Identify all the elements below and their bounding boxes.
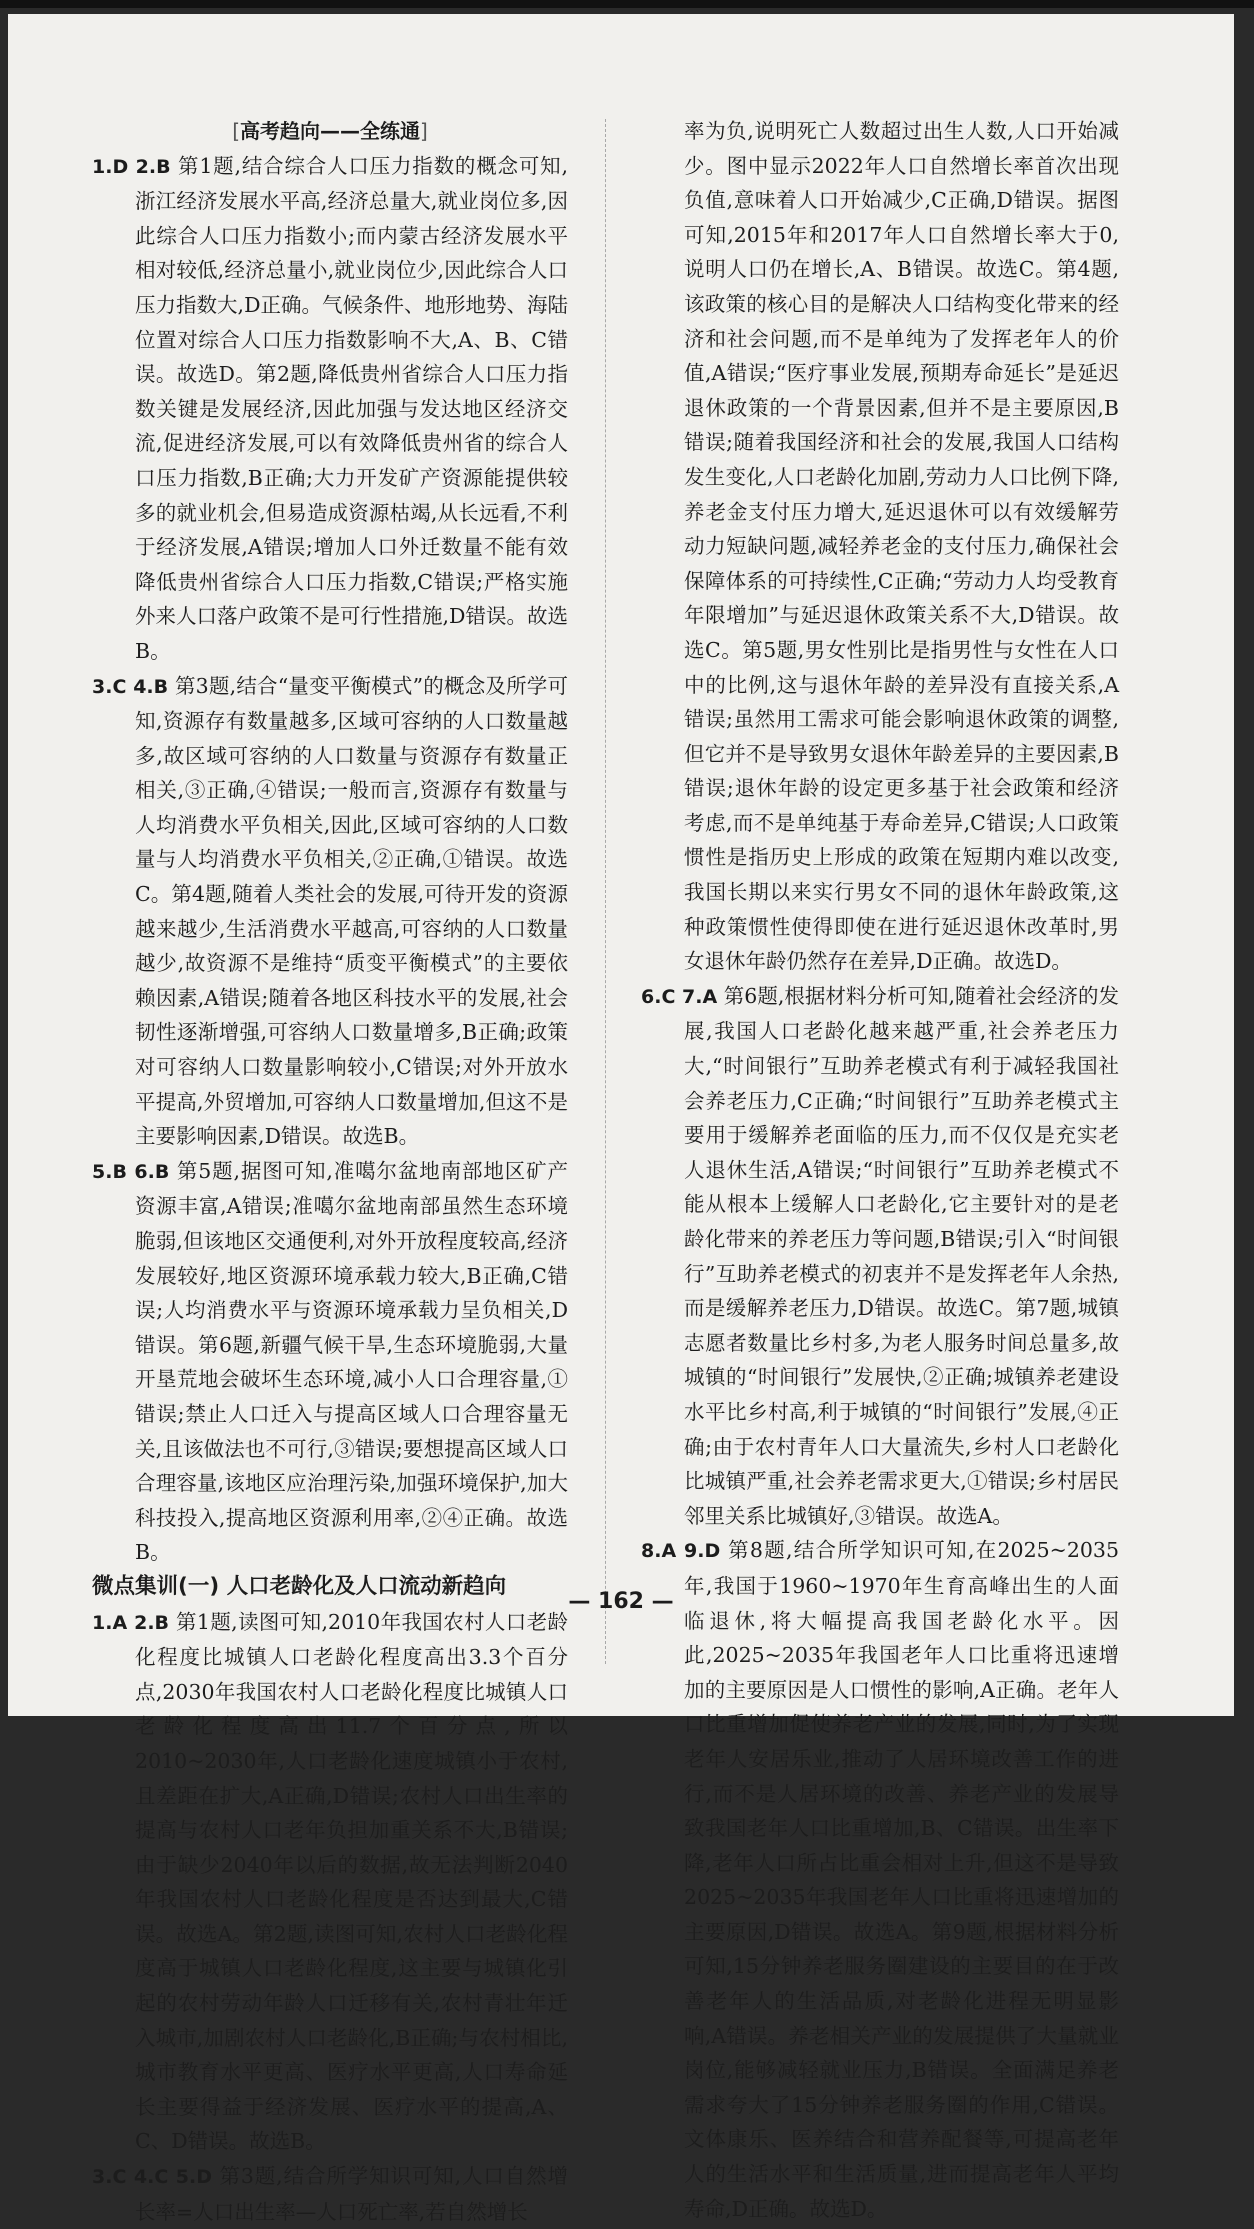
explanation-text: 第5题,据图可知,准噶尔盆地南部地区矿产资源丰富,A错误;准噶尔盆地南部虽然生态环境脆弱,但该地区交通便利,对外开放程度较高,经济发展较好,地区资源环境承载力较大,B正确,C错误;人均消费水平与资源环境承载力呈负相关,D错误。第6题,新疆气候干旱,生态环境脆弱,大量开垦荒地会破坏生态环境,减小人口合理容量,①错误;禁止人口迁入与提高区域人口合理容量无关,且该做法也不可行,③错误;要想提高区域人口合理容量,该地区应治理污染,加强环境保护,加大科技投入,提高地区资源利用率,②④正确。故选B。	[135, 1158, 568, 1565]
answer-block-7	[641, 1533, 1119, 2226]
answer-key: 3.C 4.B	[92, 675, 169, 698]
explanation-text: 第3题,结合所学知识可知,人口自然增长率=人口出生率—人口死亡率,若自然增长	[135, 2164, 569, 2224]
answer-block-4	[92, 1605, 568, 2160]
answer-key: 5.B 6.B	[92, 1160, 170, 1183]
answer-block-continued	[641, 114, 1119, 979]
left-column	[92, 114, 568, 2229]
answer-block-6	[641, 979, 1119, 1534]
page	[8, 14, 1234, 2224]
explanation-text: 第6题,根据材料分析可知,随着社会经济的发展,我国人口老龄化越来越严重,社会养老压力大,“时间银行”互助养老模式有利于减轻我国社会养老压力,C正确;“时间银行”互助养老模式主要用于缓解养老面临的压力,而不仅仅是充实老人退休生活,A错误;“时间银行”互助养老模式不能从根本上缓解人口老龄化,它主要针对的是老龄化带来的养老压力等问题,B错误;引入“时间银行”互助养老模式的初衷并不是发挥老年人余热,而是缓解养老压力,D错误。故选C。第7题,城镇志愿者数量比乡村多,为老人服务时间总量多,故城镇的“时间银行”发展快,②正确;城镇养老建设水平比乡村高,利于城镇的“时间银行”发展,④正确;由于农村青年人口大量流失,乡村人口老龄化比城镇严重,社会养老需求更大,①错误;乡村居民邻里关系比城镇好,③错误。故选A。	[684, 983, 1120, 1528]
page-number: — 162 —	[568, 1589, 674, 1614]
scan-top-edge	[0, 0, 1254, 8]
right-column	[641, 114, 1119, 2226]
answer-block-1	[92, 149, 568, 669]
bracket-close: ]	[420, 119, 428, 143]
answer-block-5	[92, 2159, 568, 2229]
explanation-text: 率为负,说明死亡人数超过出生人数,人口开始减少。图中显示2022年人口自然增长率首次出现负值,意味着人口开始减少,C正确,D错误。据图可知,2015年和2017年人口自然增长率大于0,说明人口仍在增长,A、B错误。故选C。第4题,该政策的核心目的是解决人口结构变化带来的经济和社会问题,而不是单纯为了发挥老年人的价值,A错误;“医疗事业发展,预期寿命延长”是延迟退休政策的一个背景因素,但并不是主要原因,B错误;随着我国经济和社会的发展,我国人口结构发生变化,人口老龄化加剧,劳动力人口比例下降,养老金支付压力增大,延迟退休可以有效缓解劳动力短缺问题,减轻养老金的支付压力,确保社会保障体系的可持续性,C正确;“劳动力人均受教育年限增加”与延迟退休政策关系不大,D错误。故选C。第5题,男女性别比是指男性与女性在人口中的比例,这与退休年龄的差异没有直接关系,A错误;虽然用工需求可能会影响退休政策的调整,但它并不是导致男女退休年龄差异的主要因素,B错误;退休年龄的设定更多基于社会政策和经济考虑,而不是单纯基于寿命差异,C错误;人口政策惯性是指历史上形成的政策在短期内难以改变,我国长期以来实行男女不同的退休年龄政策,这种政策惯性使得即使在进行延迟退休改革时,男女退休年龄仍然存在差异,D正确。故选D。	[684, 119, 1119, 974]
sub-section-title: 微点集训(一) 人口老龄化及人口流动新趋向	[92, 1573, 507, 1599]
page-number-value: 162	[598, 1589, 644, 1614]
explanation-text: 第8题,结合所学知识可知,在2025~2035年,我国于1960~1970年生育高峰出生的人面临退休,将大幅提高我国老龄化水平。因此,2025~2035年我国老年人口比重将迅速增加的主要原因是人口惯性的影响,A正确。老年人口比重增加促使养老产业的发展,同时,为了实现老年人安居乐业,推动了人居环境改善工作的进行,而不是人居环境的改善、养老产业的发展导致我国老年人口比重增加,B、C错误。出生率下降,老年人口所占比重会相对上升,但这不是导致2025~2035年我国老年人口比重将迅速增加的主要原因,D错误。故选A。第9题,根据材料分析可知,15分钟养老服务圈建设的主要目的在于改善老年人的生活品质,对老龄化进程无明显影响,A错误。养老相关产业的发展提供了大量就业岗位,能够减轻就业压力,B错误。全面满足养老需求夸大了15分钟养老服务圈的作用,C错误。文体康乐、医养结合和营养配餐等,可提高老年人的生活水平和生活质量,进而提高老年人平均寿命,D正确。故选D。	[684, 1538, 1120, 2221]
explanation-text: 第1题,读图可知,2010年我国农村人口老龄化程度比城镇人口老龄化程度高出3.3个百分点,2030年我国农村人口老龄化程度比城镇人口老龄化程度高出11.7个百分点,所以2010~2030年,人口老龄化速度城镇小于农村,且差距在扩大,A正确,D错误;农村人口出生率的提高与农村人口老年负担加重关系不大,B错误;由于缺少2040年以后的数据,故无法判断2040年我国农村人口老龄化程度是否达到最大,C错误。故选A。第2题,读图可知,农村人口老龄化程度高于城镇人口老龄化程度,这主要与城镇化引起的农村劳动年龄人口迁移有关,农村青壮年迁入城市,加剧农村人口老龄化,B正确;与农村相比,城市教育水平更高、医疗水平更高,人口寿命延长主要得益于经济发展、医疗水平的提高,A、C、D错误。故选B。	[135, 1609, 568, 2154]
section-title	[92, 114, 568, 149]
answer-key: 8.A 9.D	[641, 1540, 721, 1563]
answer-block-2	[92, 669, 568, 1154]
explanation-text: 第3题,结合“量变平衡模式”的概念及所学可知,资源存有数量越多,区域可容纳的人口数量越多,故区域可容纳的人口数量与资源存有数量正相关,③正确,④错误;一般而言,资源存有数量与人均消费水平负相关,因此,区域可容纳的人口数量与人均消费水平负相关,②正确,①错误。故选C。第4题,随着人类社会的发展,可待开发的资源越来越少,生活消费水平越高,可容纳的人口数量越少,故资源不是维持“质变平衡模式”的主要依赖因素,A错误;随着各地区科技水平的发展,社会韧性逐渐增强,可容纳人口数量增多,B正确;政策对可容纳人口数量影响较小,C错误;对外开放水平提高,外贸增加,可容纳人口数量增加,但这不是主要影响因素,D错误。故选B。	[135, 673, 568, 1149]
bracket-open: [	[232, 119, 240, 143]
section-title-text: 高考趋向——全练通	[240, 119, 420, 143]
answer-key: 1.A 2.B	[92, 1611, 170, 1634]
answer-key: 3.C 4.C 5.D	[92, 2166, 212, 2189]
answer-block-3	[92, 1154, 568, 1570]
answer-key: 6.C 7.A	[641, 985, 718, 1008]
column-divider	[605, 119, 606, 1664]
answer-key: 1.D 2.B	[92, 155, 171, 178]
explanation-text: 第1题,结合综合人口压力指数的概念可知,浙江经济发展水平高,经济总量大,就业岗位多,因此综合人口压力指数小;而内蒙古经济发展水平相对较低,经济总量小,就业岗位少,因此综合人口压力指数大,D正确。气候条件、地形地势、海陆位置对综合人口压力指数影响不大,A、B、C错误。故选D。第2题,降低贵州省综合人口压力指数关键是发展经济,因此加强与发达地区经济交流,促进经济发展,可以有效降低贵州省的综合人口压力指数,B正确;大力开发矿产资源能提供较多的就业机会,但易造成资源枯竭,从长远看,不利于经济发展,A错误;增加人口外迁数量不能有效降低贵州省综合人口压力指数,C错误;严格实施外来人口落户政策不是可行性措施,D错误。故选B。	[135, 153, 568, 663]
